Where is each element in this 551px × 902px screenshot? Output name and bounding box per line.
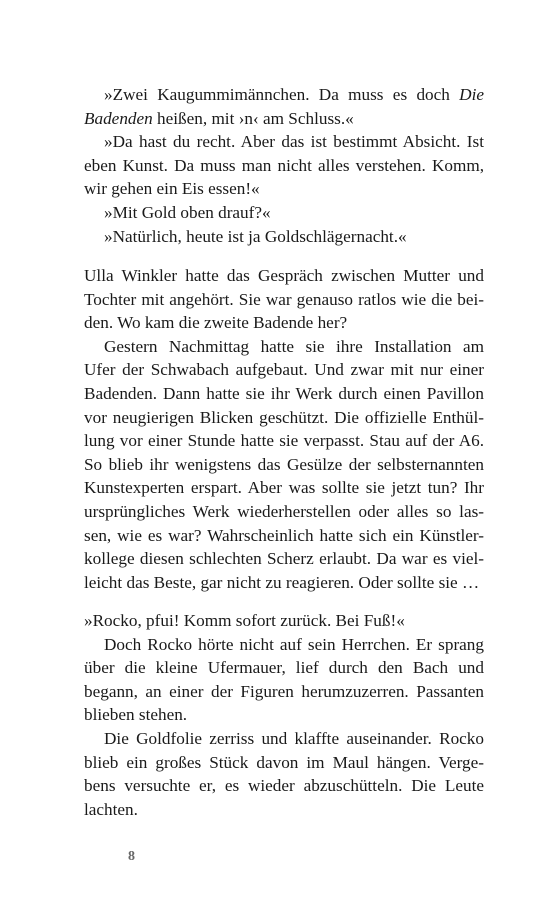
text-line: den. Wo kam die zweite Badende her? [84, 313, 348, 333]
text-line: lachten. [84, 799, 138, 819]
text-line: begann, an einer der Figuren herumzuzerren. Passanten [84, 681, 484, 701]
text-line: leicht das Beste, gar nicht zu reagieren. Oder sollte sie … [84, 572, 480, 592]
text-line: Doch Rocko hörte nicht auf sein Herrchen. Er sprang [104, 634, 484, 654]
text-line: vor neugierigen Blicken geschützt. Die offizielle Enthül- [84, 407, 484, 427]
text-line: sen, wie es war? Wahrscheinlich hatte sich ein Künstler- [84, 525, 484, 545]
text-line: »Natürlich, heute ist ja Goldschlägernacht.« [104, 226, 407, 246]
text-line: bens versuchte er, es wieder abzuschütteln. Die Leute [84, 776, 484, 796]
narrative-section [84, 264, 484, 594]
text-line: blieben stehen. [84, 705, 188, 725]
text-line: Ufer der Schwabach aufgebaut. Und zwar mit nur einer [84, 360, 484, 380]
text-line: »Zwei Kaugummimännchen. Da muss es doch Die [104, 85, 484, 104]
text-line: So blieb ihr wenigstens das Gesülze der selbsternannten [84, 454, 484, 474]
text-line: Badenden. Dann hatte sie ihr Werk durch einen Pavillon [84, 383, 484, 403]
text-line: Die Goldfolie zerriss und klaffte auseinander. Rocko [104, 728, 484, 748]
text-line: Tochter mit angehört. Sie war genauso ratlos wie die bei- [84, 289, 484, 309]
text-line: über die kleine Ufermauer, lief durch den Bach und [84, 658, 484, 678]
rocko-section [84, 609, 484, 821]
text-line: lung vor einer Stunde hatte sie verpasst. Stau auf der A6. [84, 431, 484, 451]
text-line: »Da hast du recht. Aber das ist bestimmt Absicht. Ist [104, 132, 484, 152]
text-line: eben Kunst. Da muss man nicht alles verstehen. Komm, [84, 155, 484, 175]
text-line: wir gehen ein Eis essen!« [84, 179, 260, 199]
text-line: Kunstexperten erspart. Aber was sollte sie jetzt tun? Ihr [84, 478, 484, 498]
page-number: 8 [128, 849, 135, 864]
text-line: »Rocko, pfui! Komm sofort zurück. Bei Fuß!« [84, 611, 405, 630]
text-line: »Mit Gold oben drauf?« [104, 202, 271, 222]
text-line: Badenden heißen, mit ›n‹ am Schluss.« [84, 108, 354, 128]
text-line: Gestern Nachmittag hatte sie ihre Installation am [104, 336, 484, 356]
text-line: blieb ein großes Stück davon im Maul hängen. Verge- [84, 752, 484, 772]
text-line: Ulla Winkler hatte das Gespräch zwischen Mutter und [84, 266, 484, 285]
text-line: kollege diesen schlechten Scherz erlaubt. Da war es viel- [84, 549, 484, 569]
dialogue-section [84, 83, 484, 248]
text-line: ursprüngliches Werk wiederherstellen oder alles so las- [84, 501, 484, 521]
